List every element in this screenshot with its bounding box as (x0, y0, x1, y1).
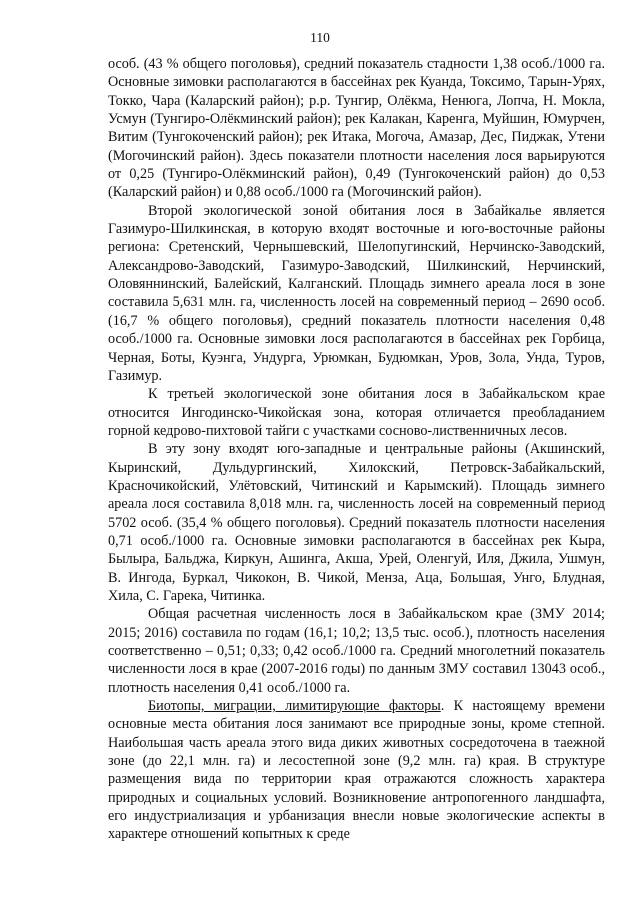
paragraph-southwest-districts: В эту зону входят юго-западные и центральные районы (Акшинский, Кыринский, Дульдургинский, Хилокский, Петровск-Забайкальский, Красночикойский, Улётовский, Читинский и Карымский). Площадь зимнего ареала лося составила 8,018 млн. га, численность лосей на современный период 5702 особ. (35,4 % общего поголовья). Средний показатель плотности населения 0,71 особ./1000 га. Основные зимовки располагаются в бассейнах рек Кыра, Былыра, Бальджа, Киркун, Ашинга, Акша, Урей, Оленгуй, Иля, Джила, Ушмун, В. Ингода, Буркал, Чикокон, В. Чикой, Менза, Аца, Большая, Унго, Блудная, Хила, С. Гарека, Читинка. (108, 441, 605, 604)
paragraph-northern-zone: особ. (43 % общего поголовья), средний показатель стадности 1,38 особ./1000 га. Основные зимовки располагаются в бассейнах рек Куанда, Токсимо, Тарын-Урях, Токко, Чара (Каларский район); р.р. Тунгир, Олёкма, Ненюга, Лопча, Н. Мокла, Усмун (Тунгиро-Олёкминский район); рек Калакан, Каренга, Муйшин, Юмурчен, Витим (Тунгокоченский район); рек Итака, Могоча, Амазар, Дес, Пиджак, Утени (Могочинский район). Здесь показатели плотности населения лося варьируются от 0,25 (Тунгиро-Олёкминский район), 0,49 (Тунгокоченский район) до 0,53 (Каларский район) и 0,88 особ./1000 га (Могочинский район). (108, 56, 605, 201)
section-heading-biotopes: Биотопы, миграции, лимитирующие факторы (148, 698, 441, 715)
paragraph-biotopes-text: . К настоящему времени основные места обитания лося занимают все природные зоны, кроме степной. Наибольшая часть ареала этого вида диких животных сосредоточена в таежной зоне (до 22,1 млн. га) и лесостепной зоне (9,2 млн. га) края. В структуре размещения вида по территории края отражаются сложность характера природных и социальных условий. Возникновение антропогенного ландшафта, его индустриализация и урбанизация внесли новые экологические аспекты в характере отношений копытных к среде (108, 698, 605, 843)
paragraph-gazimuro-shilka-zone: Второй экологической зоной обитания лося в Забайкалье является Газимуро-Шилкинская, в которую входят восточные и юго-восточные районы региона: Сретенский, Чернышевский, Шелопугинский, Нерчинско-Заводский, Александрово-Заводский, Газимуро-Заводский, Шилкинский, Нерчинский, Оловяннинский, Балейский, Калганский. Площадь зимнего ареала лося в зоне составила 5,631 млн. га, численность лосей на современный период – 2690 особ. (16,7 % общего поголовья), средний показатель плотности населения 0,48 особ./1000 га. Основные зимовки лося располагаются в бассейнах рек Горбица, Черная, Боты, Куэнга, Ундурга, Урюмкан, Будюмкан, Уров, Зола, Унда, Туров, Газимур. (108, 202, 605, 384)
paragraph-biotopes (108, 697, 605, 844)
paragraph-total-population: Общая расчетная численность лося в Забайкальском крае (ЗМУ 2014; 2015; 2016) составила по годам (16,1; 10,2; 13,5 тыс. особ.), плотность населения соответственно – 0,51; 0,33; 0,42 особ./1000 га. Средний многолетний показатель численности лося в крае (2007-2016 годы) по данным ЗМУ составил 13043 особ., плотность населения 0,41 особ./1000 га. (108, 606, 605, 696)
page-number: 110 (310, 30, 330, 45)
document-body (108, 55, 605, 844)
paragraph-ingoda-chikoy-zone: К третьей экологической зоне обитания лося в Забайкальском крае относится Ингодинско-Чикойская зона, которая отличается преобладанием горной кедрово-пихтовой тайги с участками сосново-лиственничных лесов. (108, 386, 605, 439)
